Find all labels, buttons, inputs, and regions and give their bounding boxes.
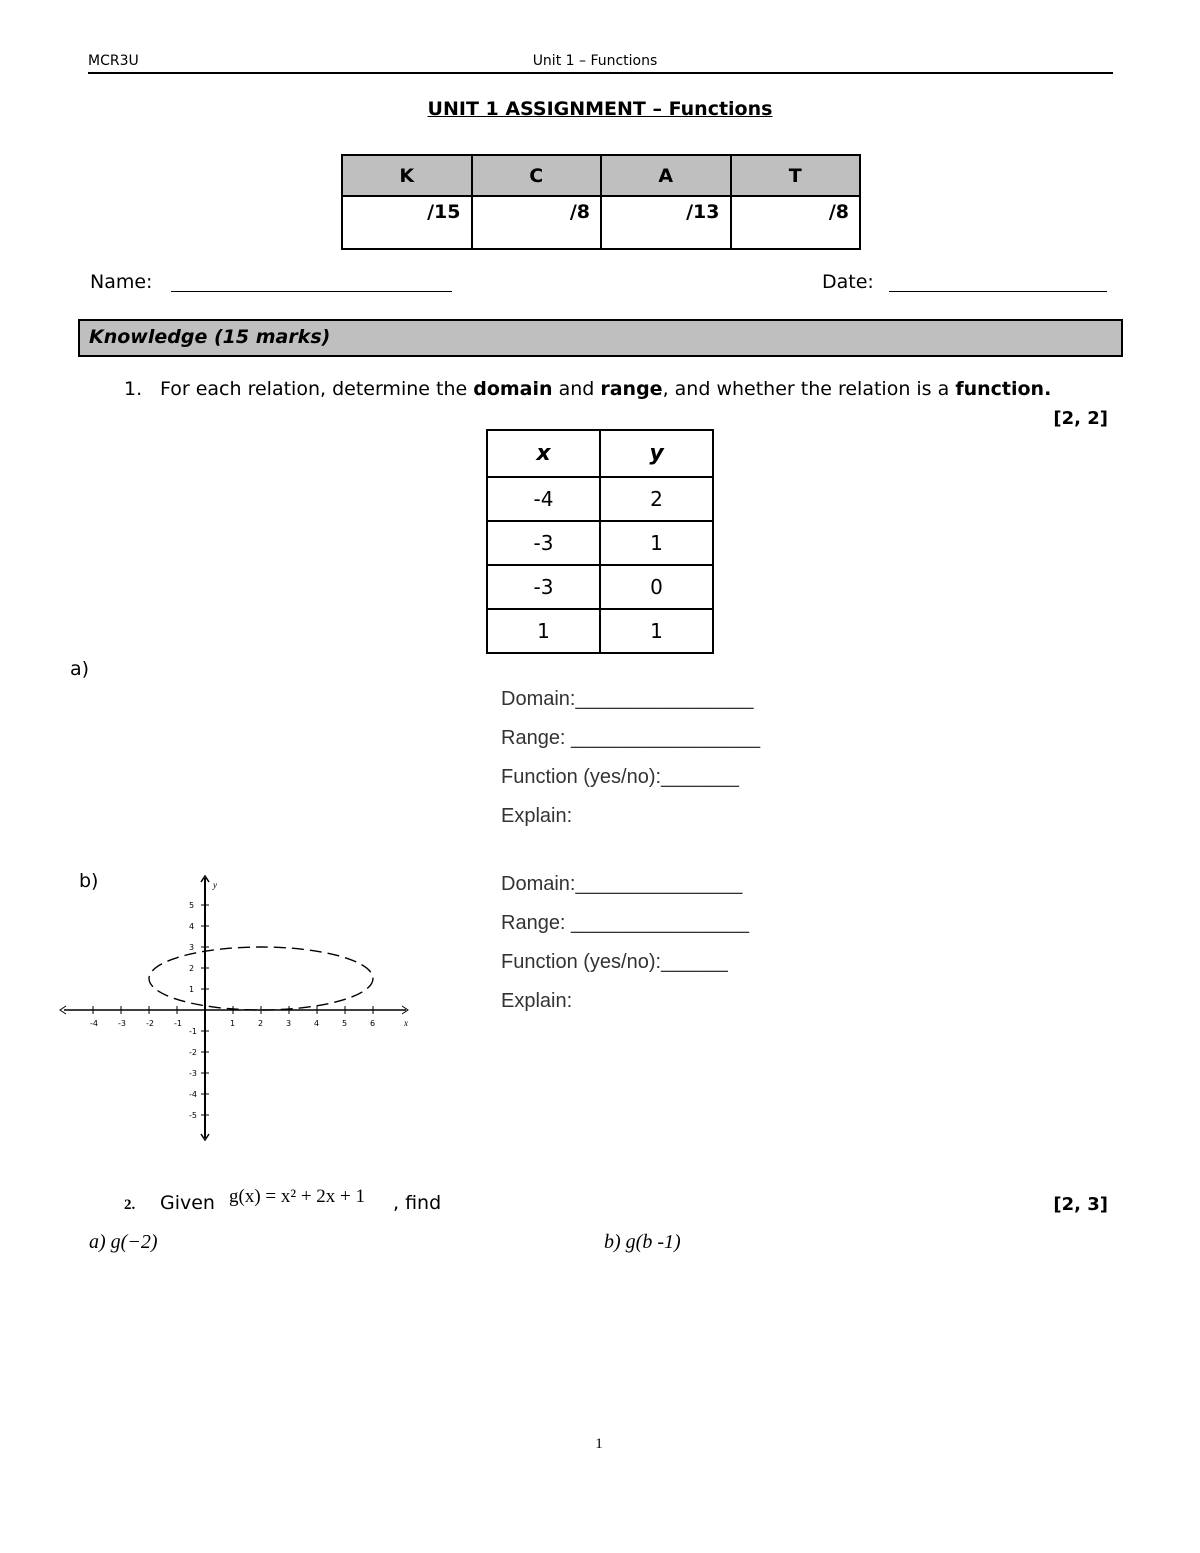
x-tick-label: -2 <box>146 1019 154 1028</box>
page-number: 1 <box>595 1436 603 1452</box>
kcat-header-k: K <box>342 155 472 196</box>
x-tick-label: 6 <box>370 1019 376 1028</box>
unit-header: Unit 1 – Functions <box>532 53 658 69</box>
y-tick-label: -1 <box>189 1027 197 1036</box>
a-explain-label: Explain: <box>501 805 573 827</box>
dashed-ellipse <box>149 947 373 1010</box>
x-tick-label: -1 <box>174 1019 182 1028</box>
q2-find: , find <box>393 1192 442 1214</box>
a-domain-answer[interactable]: Domain:________________ <box>501 688 754 710</box>
y-tick-label: -3 <box>189 1069 197 1078</box>
q1-range-word: range <box>600 378 663 400</box>
q1-and-word: and <box>552 378 601 400</box>
page-title: UNIT 1 ASSIGNMENT – Functions <box>427 98 773 120</box>
table-cell: 2 <box>600 477 713 521</box>
table-cell: -4 <box>487 477 600 521</box>
part-a-label: a) <box>70 658 90 680</box>
table-cell: -3 <box>487 565 600 609</box>
x-tick-label: 4 <box>314 1019 320 1028</box>
x-tick-label: -3 <box>118 1019 126 1028</box>
y-tick-label: -4 <box>189 1090 197 1099</box>
y-tick-label: 4 <box>189 922 195 931</box>
y-tick-label: 1 <box>189 985 195 994</box>
x-axis-label: x <box>404 1018 408 1028</box>
y-tick-label: -2 <box>189 1048 197 1057</box>
part-b-label: b) <box>79 870 99 892</box>
q1-marks: [2, 2] <box>1053 408 1108 429</box>
q1-function-word: function. <box>955 378 1052 400</box>
q2-number: 2. <box>124 1197 136 1213</box>
a-function-answer[interactable]: Function (yes/no):_______ <box>501 766 739 788</box>
course-code: MCR3U <box>88 53 139 69</box>
x-tick-label: -4 <box>90 1019 98 1028</box>
y-tick-label: 2 <box>189 964 195 973</box>
kcat-header-t: T <box>731 155 861 196</box>
section-title: Knowledge (15 marks) <box>89 326 331 348</box>
b-domain-answer[interactable]: Domain:_______________ <box>501 873 743 895</box>
q2-expression: g(x) = x² + 2x + 1 <box>229 1186 365 1207</box>
table-cell: 1 <box>600 609 713 653</box>
y-tick-label: -5 <box>189 1111 197 1120</box>
table-header-x: x <box>487 430 600 477</box>
kcat-score-k: /15 <box>342 196 472 249</box>
name-label: Name: <box>90 271 153 293</box>
table-header-y: y <box>600 430 713 477</box>
x-tick-label: 5 <box>342 1019 348 1028</box>
b-explain-label: Explain: <box>501 990 573 1012</box>
x-tick-label: 1 <box>230 1019 236 1028</box>
x-tick-label: 3 <box>286 1019 292 1028</box>
table-cell: 1 <box>487 609 600 653</box>
date-label: Date: <box>822 271 874 293</box>
q1-text-middle: , and whether the relation is a <box>662 378 956 400</box>
kcat-score-c: /8 <box>472 196 602 249</box>
a-range-answer[interactable]: Range: _________________ <box>501 727 761 749</box>
b-function-answer[interactable]: Function (yes/no):______ <box>501 951 728 973</box>
kcat-header-a: A <box>601 155 731 196</box>
q2-marks: [2, 3] <box>1053 1194 1108 1215</box>
y-tick-label: 3 <box>189 943 195 952</box>
q2-part-b: b) g(b -1) <box>604 1231 681 1253</box>
q2-given: Given <box>160 1192 215 1214</box>
q2-part-a: a) g(−2) <box>89 1231 158 1253</box>
q1-text-before: For each relation, determine the <box>160 378 474 400</box>
y-tick-label: 5 <box>189 901 195 910</box>
b-range-answer[interactable]: Range: ________________ <box>501 912 750 934</box>
y-axis-label: y <box>213 880 217 890</box>
q1-number: 1. <box>124 378 143 400</box>
kcat-score-a: /13 <box>601 196 731 249</box>
q1-domain-word: domain <box>473 378 553 400</box>
x-tick-label: 2 <box>258 1019 264 1028</box>
table-cell: -3 <box>487 521 600 565</box>
table-cell: 0 <box>600 565 713 609</box>
kcat-header-c: C <box>472 155 602 196</box>
kcat-score-t: /8 <box>731 196 861 249</box>
table-cell: 1 <box>600 521 713 565</box>
